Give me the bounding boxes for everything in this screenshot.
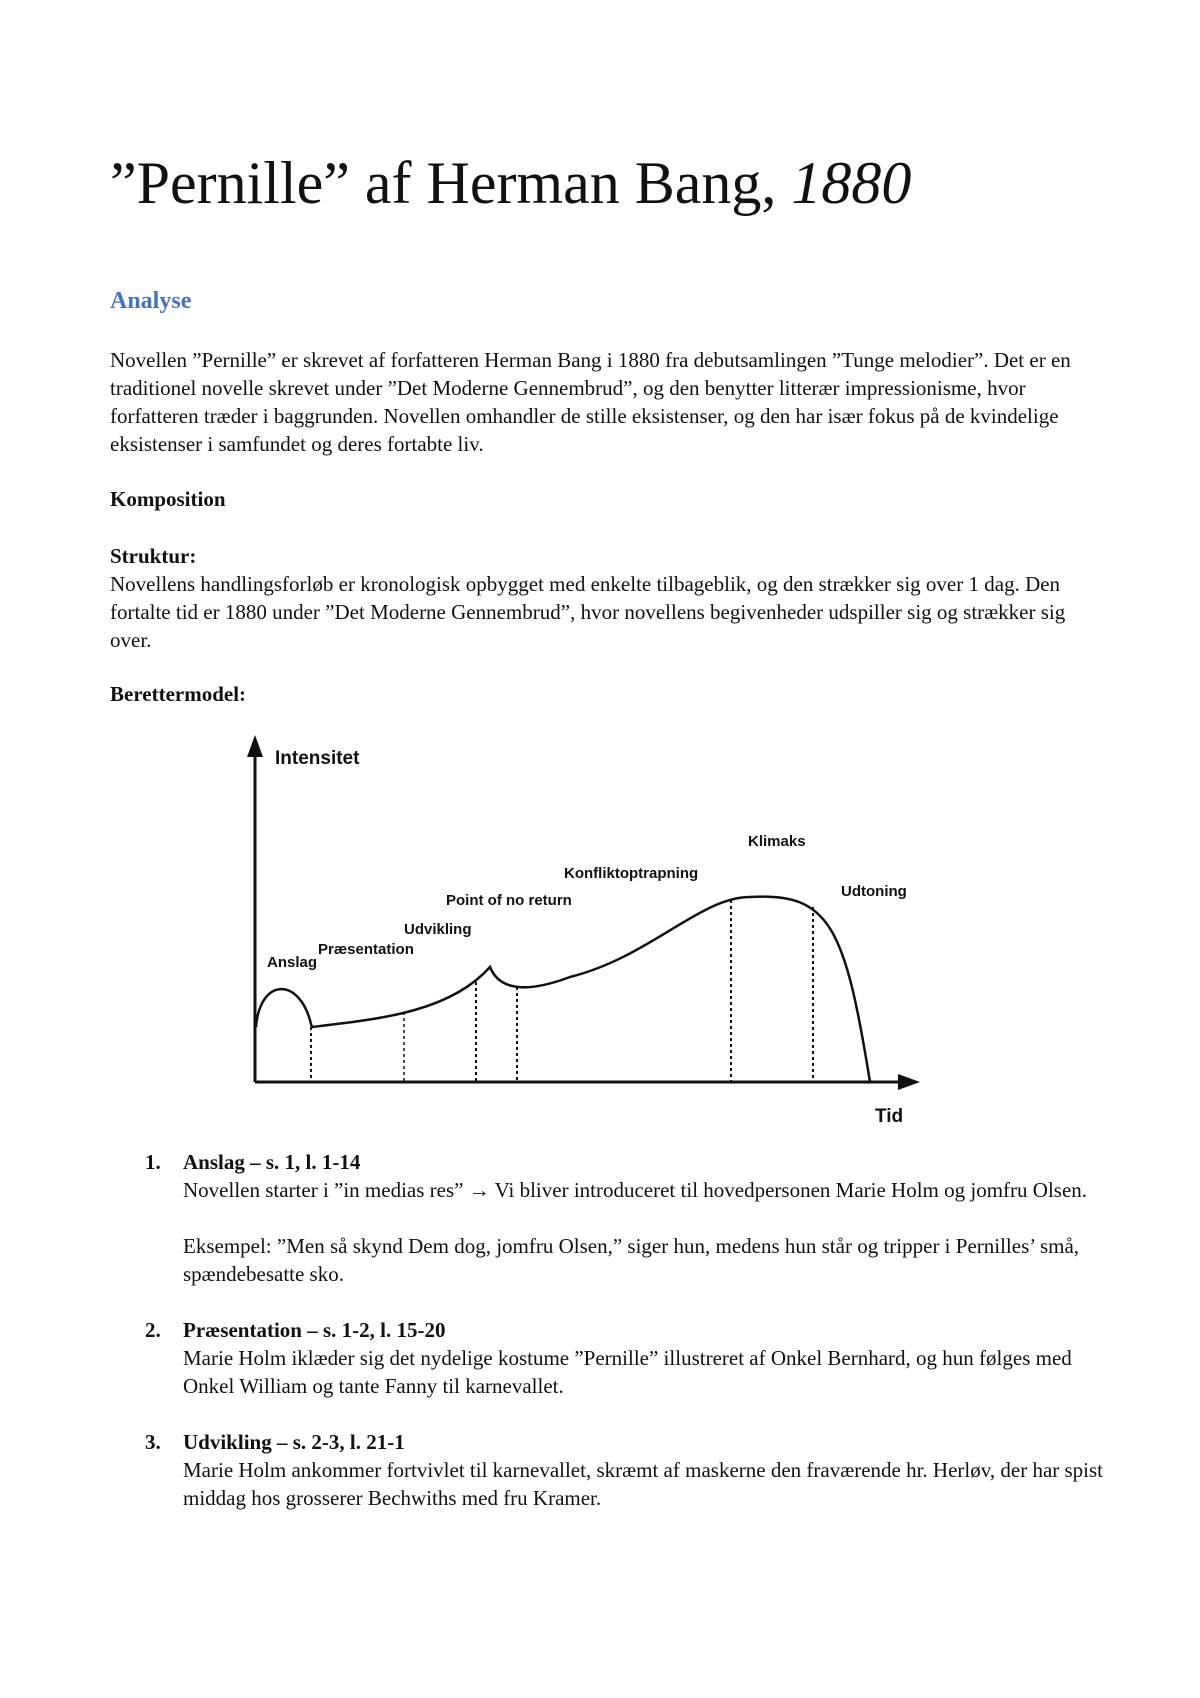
- phase-list: [110, 1148, 1110, 1512]
- title-main: ”Pernille” af Herman Bang,: [110, 150, 792, 216]
- heading-struktur: Struktur:: [110, 544, 197, 568]
- heading-komposition: Komposition: [110, 487, 226, 511]
- label-klimaks: Klimaks: [748, 833, 806, 850]
- heading-analyse: Analyse: [110, 288, 192, 314]
- label-anslag: Anslag: [267, 954, 318, 971]
- label-udvikling: Udvikling: [404, 921, 472, 938]
- list-number: 2.: [145, 1318, 161, 1342]
- list-item: [110, 1428, 1110, 1512]
- intensity-curve: [256, 897, 870, 1082]
- label-point-of-no-return: Point of no return: [446, 892, 572, 909]
- list-heading: Præsentation – s. 1-2, l. 15-20: [183, 1318, 446, 1342]
- intro-paragraph: Novellen ”Pernille” er skrevet af forfatteren Herman Bang i 1880 fra debutsamlingen ”Tunge melodier”. Det er en traditionel novelle skrevet under ”Det Moderne Gennembrud”, og den benytter litterær impressionisme, hvor forfatteren træder i baggrunden. Novellen omhandler de stille eksistenser, og den har især fokus på de kvindelige eksistenser i samfundet og deres fortabte liv.: [110, 348, 1071, 456]
- y-axis-arrow: [247, 735, 263, 757]
- label-udtoning: Udtoning: [841, 883, 907, 900]
- list-item: [110, 1316, 1110, 1400]
- list-item: [110, 1148, 1110, 1288]
- list-example: Eksempel: ”Men så skynd Dem dog, jomfru Olsen,” siger hun, medens hun står og tripper i Pernilles’ små, spændebesatte sko.: [183, 1234, 1080, 1286]
- x-axis-arrow: [898, 1074, 920, 1090]
- label-konfliktoptrapning: Konfliktoptrapning: [564, 865, 699, 882]
- list-number: 1.: [145, 1150, 161, 1174]
- list-text: Marie Holm iklæder sig det nydelige kostume ”Pernille” illustreret af Onkel Bernhard, og hun følges med Onkel William og tante Fanny til karnevallet.: [183, 1346, 1072, 1398]
- list-heading: Udvikling – s. 2-3, l. 21-1: [183, 1430, 405, 1454]
- label-praesentation: Præsentation: [318, 941, 414, 958]
- list-text: Marie Holm ankommer fortvivlet til karnevallet, skræmt af maskerne den fraværende hr. Herløv, der har spist middag hos grosserer Bechwiths med fru Kramer.: [183, 1458, 1104, 1510]
- title-year: 1880: [791, 150, 912, 216]
- heading-berettermodel: Berettermodel:: [110, 682, 247, 706]
- berettermodel-chart: [230, 727, 990, 1127]
- y-axis-label: Intensitet: [275, 748, 360, 769]
- document-title: [110, 150, 911, 216]
- list-text: Novellen starter i ”in medias res” → Vi bliver introduceret til hovedpersonen Marie Holm og jomfru Olsen.: [183, 1178, 1088, 1202]
- list-number: 3.: [145, 1430, 161, 1454]
- struktur-paragraph: Novellens handlingsforløb er kronologisk opbygget med enkelte tilbageblik, og den strækker sig over 1 dag. Den fortalte tid er 1880 under ”Det Moderne Gennembrud”, hvor novellens begivenheder udspiller sig og strækker sig over.: [110, 572, 1066, 652]
- list-heading: Anslag – s. 1, l. 1-14: [183, 1150, 361, 1174]
- x-axis-label: Tid: [875, 1106, 904, 1127]
